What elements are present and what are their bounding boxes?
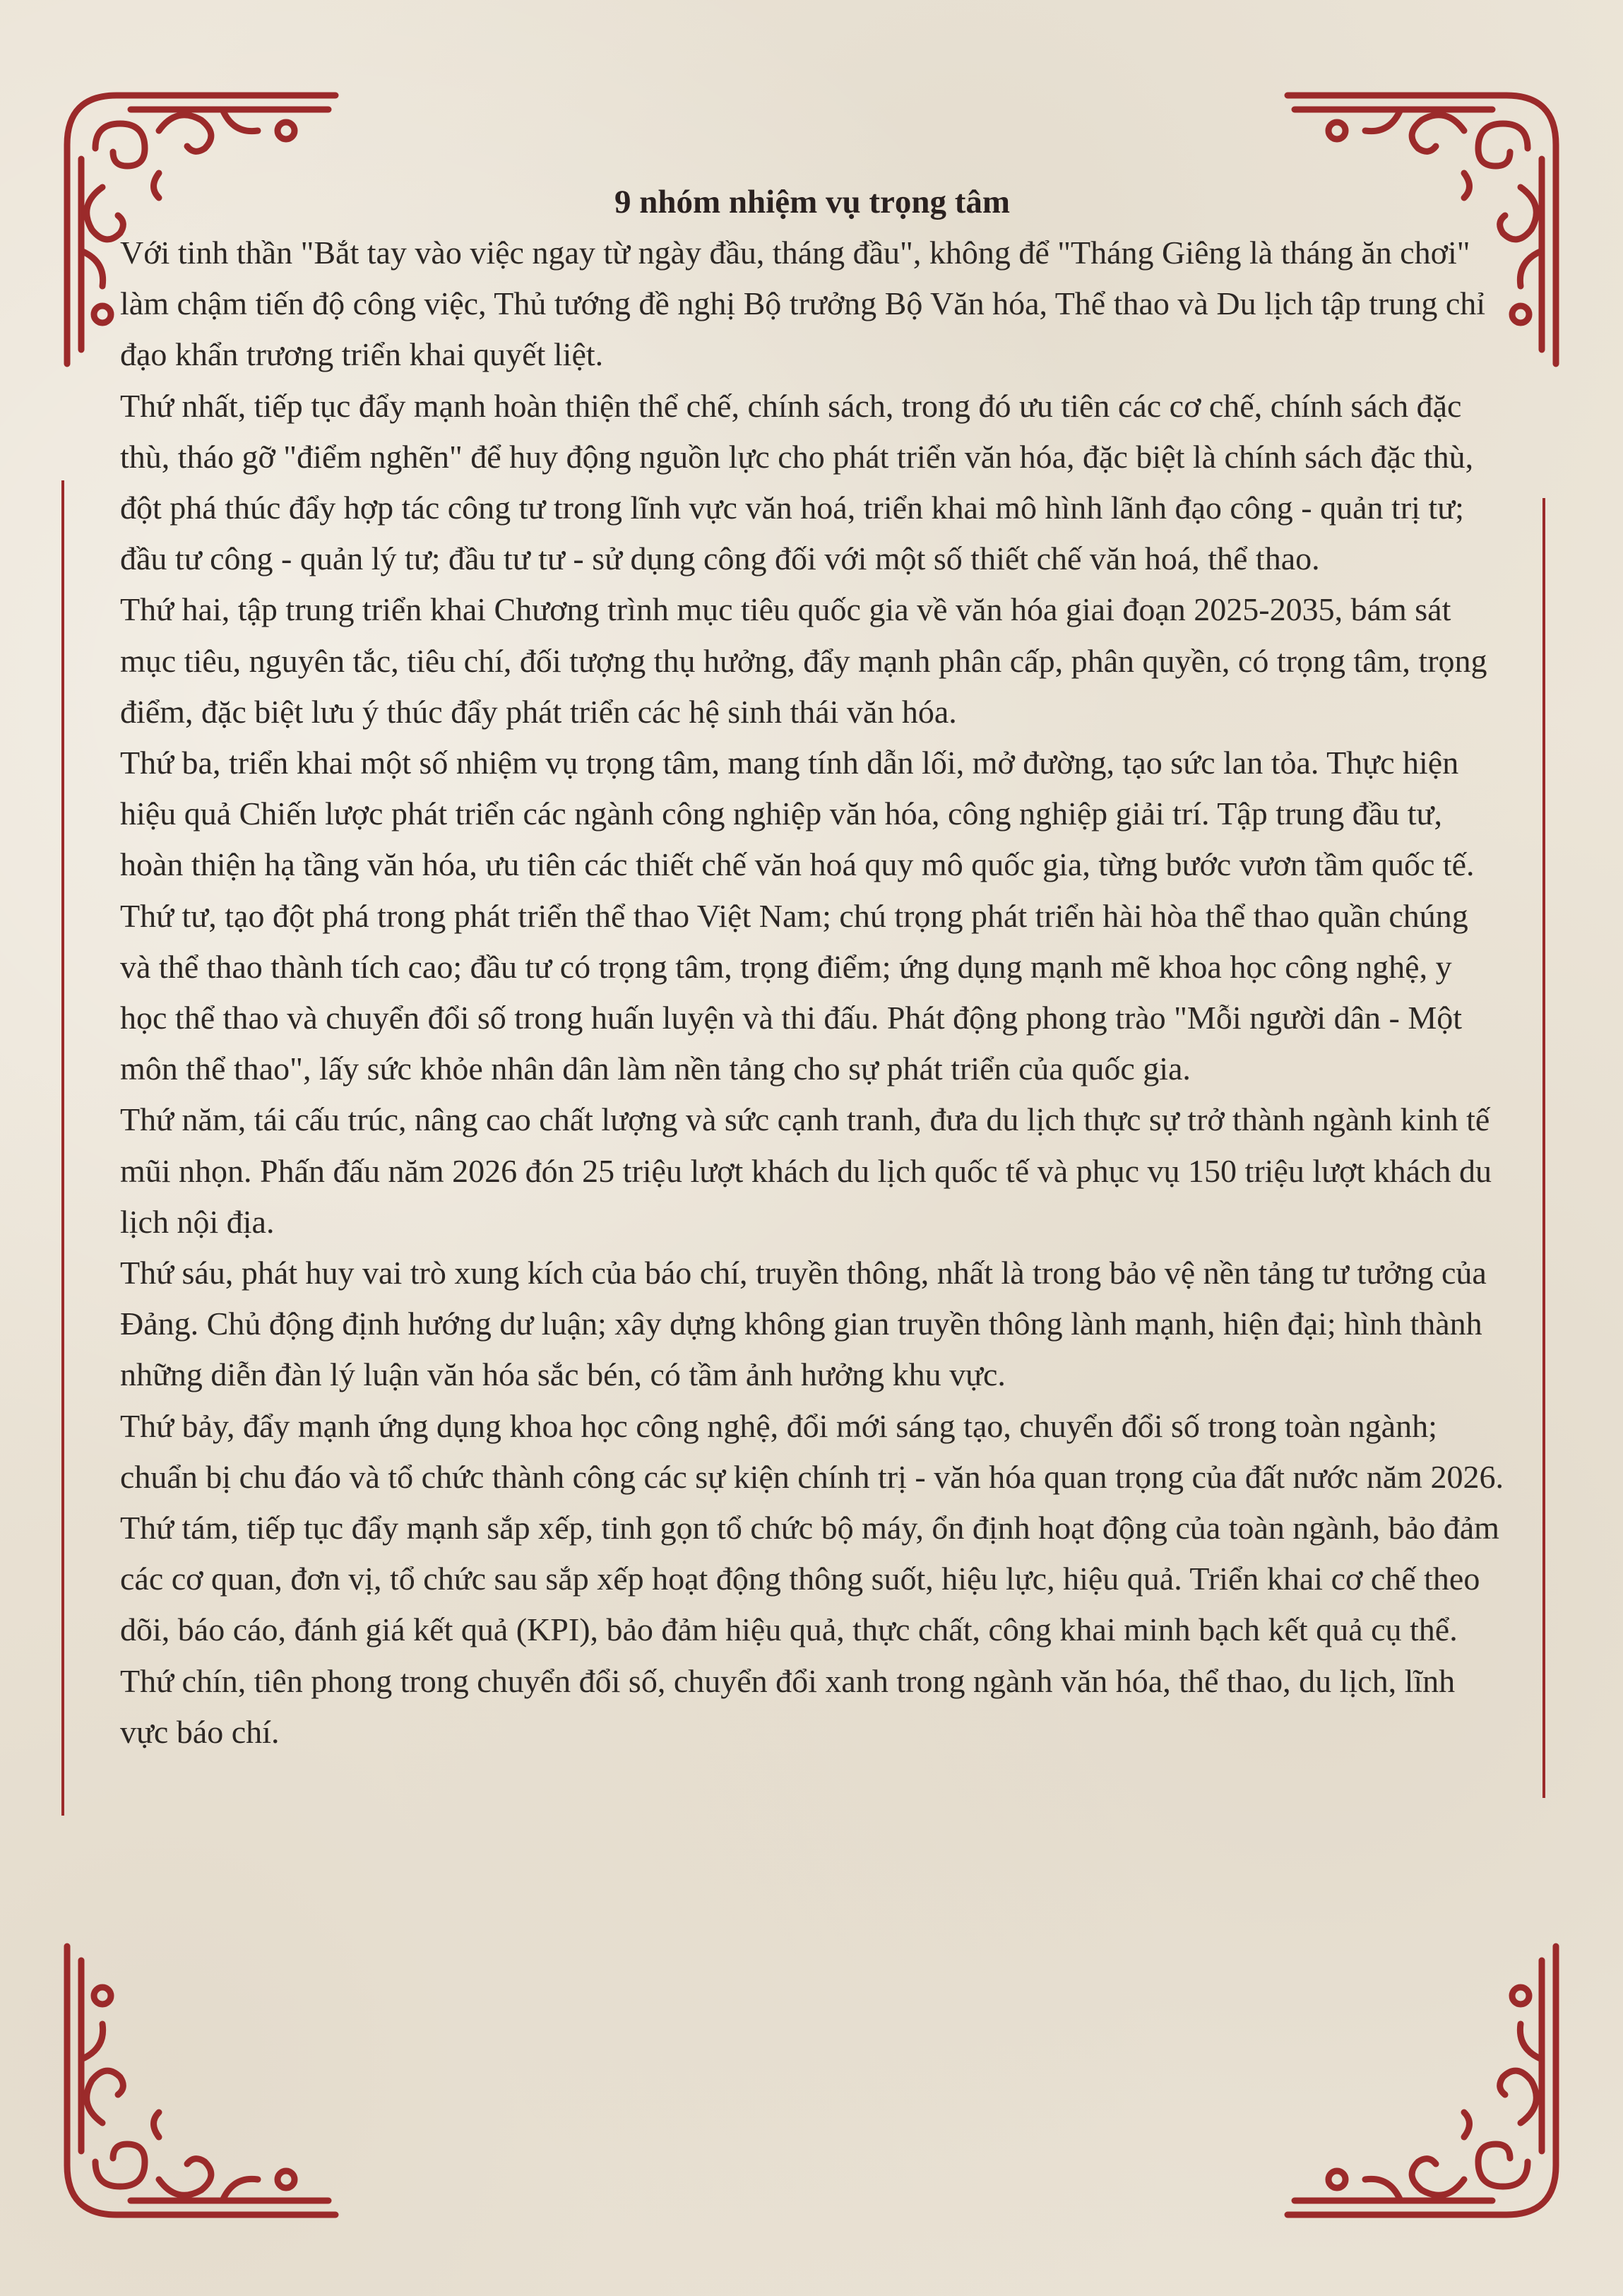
corner-flourish-icon (53, 1932, 350, 2229)
paragraph-task-3: Thứ ba, triển khai một số nhiệm vụ trọng tâm, mang tính dẫn lối, mở đường, tạo sức lan tỏa. Thực hiện hiệu quả Chiến lược phát triển các ngành công nghiệp văn hóa, công nghiệp giải trí. Tập trung đầu tư, hoàn thiện hạ tầng văn hóa, ưu tiên các thiết chế văn hoá quy mô quốc gia, từng bước vươn tầm quốc tế. (120, 745, 1475, 883)
border-line-right (1542, 498, 1545, 1798)
paragraph-intro: Với tinh thần "Bắt tay vào việc ngay từ ngày đầu, tháng đầu", không để "Tháng Giêng là tháng ăn chơi" làm chậm tiến độ công việc, Thủ tướng đề nghị Bộ trưởng Bộ Văn hóa, Thể thao và Du lịch tập trung chỉ đạo khẩn trương triển khai quyết liệt. (120, 235, 1486, 373)
paragraph-task-9: Thứ chín, tiên phong trong chuyển đổi số, chuyển đổi xanh trong ngành văn hóa, thể thao, du lịch, lĩnh vực báo chí. (120, 1662, 1456, 1750)
paragraph-task-1: Thứ nhất, tiếp tục đẩy mạnh hoàn thiện thể chế, chính sách, trong đó ưu tiên các cơ chế, chính sách đặc thù, tháo gỡ "điểm nghẽn" để huy động nguồn lực cho phát triển văn hóa, đặc biệt là chính sách đặc thù, đột phá thúc đẩy hợp tác công tư trong lĩnh vực văn hoá, triển khai mô hình lãnh đạo công - quản trị tư; đầu tư công - quản lý tư; đầu tư tư - sử dụng công đối với một số thiết chế văn hoá, thể thao. (120, 387, 1474, 577)
paragraph-task-5: Thứ năm, tái cấu trúc, nâng cao chất lượng và sức cạnh tranh, đưa du lịch thực sự trở thành ngành kinh tế mũi nhọn. Phấn đấu năm 2026 đón 25 triệu lượt khách du lịch quốc tế và phục vụ 150 triệu lượt khách du lịch nội địa. (120, 1101, 1492, 1240)
paragraph-task-4: Thứ tư, tạo đột phá trong phát triển thể thao Việt Nam; chú trọng phát triển hài hòa thể thao quần chúng và thể thao thành tích cao; đầu tư có trọng tâm, trọng điểm; ứng dụng mạnh mẽ khoa học công nghệ, y học thể thao và chuyển đổi số trong huấn luyện và thi đấu. Phát động phong trào "Mỗi người dân - Một môn thể thao", lấy sức khỏe nhân dân làm nền tảng cho sự phát triển của quốc gia. (120, 897, 1468, 1087)
paragraph-task-7: Thứ bảy, đẩy mạnh ứng dụng khoa học công nghệ, đổi mới sáng tạo, chuyển đổi số trong toàn ngành; chuẩn bị chu đáo và tổ chức thành công các sự kiện chính trị - văn hóa quan trọng của đất nước năm 2026. (120, 1407, 1504, 1495)
corner-ornament-bottom-left (53, 1932, 350, 2229)
border-line-left (61, 480, 64, 1816)
corner-ornament-bottom-right (1273, 1932, 1570, 2229)
paragraph-task-2: Thứ hai, tập trung triển khai Chương trình mục tiêu quốc gia về văn hóa giai đoạn 2025-2035, bám sát mục tiêu, nguyên tắc, tiêu chí, đối tượng thụ hưởng, đẩy mạnh phân cấp, phân quyền, có trọng tâm, trọng điểm, đặc biệt lưu ý thúc đẩy phát triển các hệ sinh thái văn hóa. (120, 591, 1487, 730)
corner-flourish-icon (1273, 1932, 1570, 2229)
page-title: 9 nhóm nhiệm vụ trọng tâm (614, 184, 1011, 220)
article-body (120, 177, 1504, 1758)
paragraph-task-6: Thứ sáu, phát huy vai trò xung kích của báo chí, truyền thông, nhất là trong bảo vệ nền tảng tư tưởng của Đảng. Chủ động định hướng dư luận; xây dựng không gian truyền thông lành mạnh, hiện đại; hình thành những diễn đàn lý luận văn hóa sắc bén, có tầm ảnh hưởng khu vực. (120, 1255, 1487, 1393)
paragraph-task-8: Thứ tám, tiếp tục đẩy mạnh sắp xếp, tinh gọn tổ chức bộ máy, ổn định hoạt động của toàn ngành, bảo đảm các cơ quan, đơn vị, tổ chức sau sắp xếp hoạt động thông suốt, hiệu lực, hiệu quả. Triển khai cơ chế theo dõi, báo cáo, đánh giá kết quả (KPI), bảo đảm hiệu quả, thực chất, công khai minh bạch kết quả cụ thể. (120, 1510, 1499, 1648)
